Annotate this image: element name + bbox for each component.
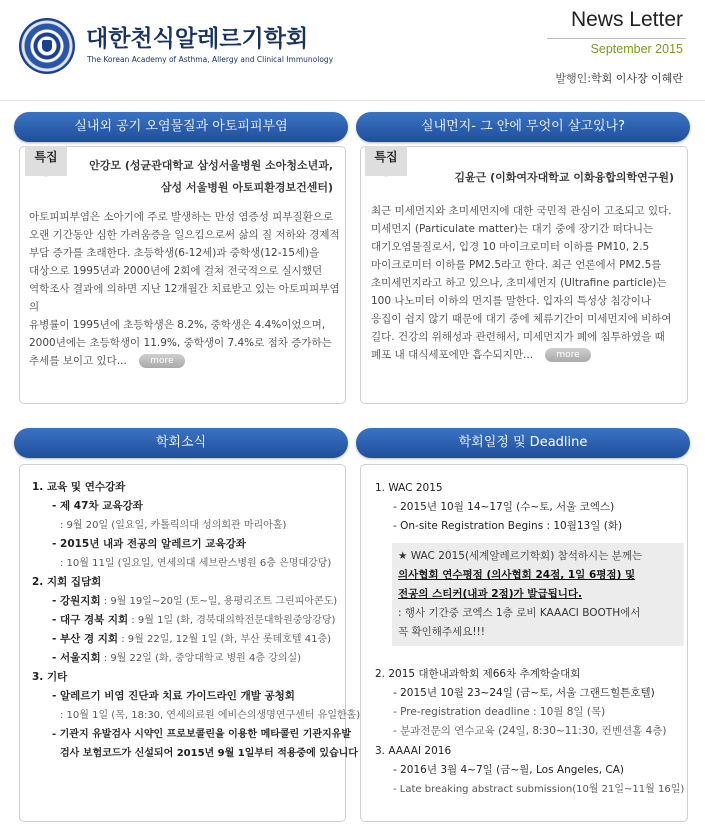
article-author: 김윤근 (이화여자대학교 이화융합의학연구원) bbox=[454, 171, 674, 184]
wac-notice-box bbox=[392, 543, 684, 646]
notice-line: : 행사 기간중 코엑스 1층 로비 KAAACI BOOTH에서 bbox=[398, 607, 641, 619]
body-line: 최근 미세먼지와 초미세먼지에 대한 국민적 관심이 고조되고 있다. bbox=[371, 205, 672, 217]
section-title-indoor-dust[interactable]: 실내먼지- 그 안에 무엇이 살고있나? bbox=[356, 112, 690, 142]
body-line: 100 나노미터 이하의 먼지를 말한다. 입자의 특성상 침강이나 bbox=[371, 295, 652, 307]
schedule-item: - Pre-registration deadline : 10월 8일 (목) bbox=[393, 706, 606, 718]
feature-badge: 특집 bbox=[365, 146, 407, 176]
newsletter-title: News Letter bbox=[570, 8, 683, 31]
news-item-detail: : 10월 1일 (목, 18:30, 연세의료원 에비슨의생명연구센터 유일한홀) bbox=[60, 710, 361, 721]
more-button[interactable]: more bbox=[545, 348, 591, 362]
section-title-schedule[interactable]: 학회일정 및 Deadline bbox=[356, 428, 690, 458]
body-line: 유병률이 1995년에 초등학생은 8.2%, 중학생은 4.4%이었으며, bbox=[29, 319, 326, 331]
news-item: - 기관지 유발검사 시약인 프로보콜린을 이용한 메타콜린 기관지유발 bbox=[52, 729, 352, 740]
schedule-item: - On-site Registration Begins : 10월13일 (화) bbox=[393, 520, 623, 532]
news-item: - 2015년 내과 전공의 알레르기 교육강좌 bbox=[52, 538, 246, 550]
news-item: 검사 보험코드가 신설되어 2015년 9월 1일부터 적용중에 있습니다 bbox=[60, 748, 358, 759]
body-line: 오랜 기간동안 심한 가려움증을 일으킴으로써 삶의 질 저하와 경제적 bbox=[29, 229, 340, 241]
feature-badge: 특집 bbox=[25, 146, 67, 176]
body-line-last bbox=[29, 352, 344, 370]
schedule-heading-aaaai: 3. AAAAI 2016 bbox=[375, 745, 452, 757]
body-line: 역학조사 결과에 의하면 지난 12개월간 치료받고 있는 아토피피부염의 bbox=[29, 283, 340, 313]
org-name-english: The Korean Academy of Asthma, Allergy and Clinical Immunology bbox=[87, 55, 334, 64]
news-item: - 제 47차 교육강좌 bbox=[52, 500, 143, 512]
news-item-detail: : 9월 20일 (일요일, 카톨릭의대 성의회관 마리아홀) bbox=[60, 520, 287, 531]
branch-detail: : 9월 19일~20일 (토~일, 용평리조트 그린피아콘도) bbox=[100, 596, 338, 607]
article-body-dust bbox=[371, 202, 686, 364]
notice-line: 의사협회 연수평점 (의사협회 24점, 1일 6평점) 및 bbox=[398, 569, 636, 581]
branch-name: - 부산 경 지회 bbox=[52, 633, 119, 645]
publisher-label: 발행인: bbox=[555, 72, 591, 85]
news-heading-education: 1. 교육 및 연수강좌 bbox=[32, 481, 126, 493]
publisher-name: 학회 이사장 이혜란 bbox=[590, 72, 683, 85]
body-line: 부담 증가를 초래한다. 초등학생(6-12세)과 중학생(12-15세)을 bbox=[29, 247, 320, 259]
news-item bbox=[32, 611, 344, 630]
branch-detail: : 9월 1일 (화, 경북대의학전문대학원중앙강당) bbox=[128, 615, 336, 626]
issue-date: September 2015 bbox=[590, 42, 683, 56]
body-line: 응집이 쉽지 않기 때문에 대기 중에 체류기간이 미세먼지에 비하여 bbox=[371, 313, 672, 325]
body-line: 추세를 보이고 있다... bbox=[29, 355, 127, 367]
branch-detail: : 9월 22일 (화, 중앙대학교 병원 4층 강의실) bbox=[100, 653, 302, 664]
schedule-item: - 2015년 10월 14~17일 (수~토, 서울 코엑스) bbox=[393, 501, 615, 513]
body-line: 미세먼지 (Particulate matter)는 대기 중에 장기간 떠다니는 bbox=[371, 223, 654, 235]
branch-name: - 대구 경북 지회 bbox=[52, 614, 129, 626]
notice-line: ★ WAC 2015(세계알레르기학회) 참석하시는 분께는 bbox=[398, 550, 643, 562]
schedule-item: - 2015년 10월 23~24일 (금~토, 서울 그랜드힐튼호텔) bbox=[393, 687, 655, 699]
branch-detail: : 9월 22일, 12월 1일 (화, 부산 롯데호텔 41층) bbox=[118, 634, 332, 645]
article-author bbox=[89, 155, 333, 199]
body-line: 마이크로미터 이하를 PM2.5라고 한다. 최근 언론에서 PM2.5를 bbox=[371, 259, 662, 271]
news-item bbox=[32, 592, 344, 611]
notice-line: 전공의 스티커(내과 2점)가 발급됩니다. bbox=[398, 588, 583, 600]
publisher-line bbox=[555, 70, 683, 86]
news-heading-other: 3. 기타 bbox=[32, 671, 68, 683]
more-button[interactable]: more bbox=[139, 354, 185, 368]
body-line: 길다. 건강의 위해성과 관련해서, 미세먼지가 폐에 침투하였을 때 bbox=[371, 331, 665, 343]
notice-line: 꼭 확인해주세요!!! bbox=[398, 626, 485, 638]
title-divider bbox=[547, 38, 686, 39]
body-line: 2000년에는 초등학생이 11.9%, 중학생이 7.4%로 점차 증가하는 bbox=[29, 337, 332, 349]
body-line: 초미세먼지라고 하고 있으나, 초미세먼지 (Ultrafine particle)는 bbox=[371, 277, 667, 289]
news-item bbox=[32, 630, 344, 649]
schedule-heading-kaim: 2. 2015 대한내과학회 제66차 추계학술대회 bbox=[375, 668, 581, 680]
schedule-item: - 2016년 3월 4~7일 (금~월, Los Angeles, CA) bbox=[393, 764, 624, 776]
body-line: 대기오염물질로서, 입경 10 마이크로미터 이하를 PM10, 2.5 bbox=[371, 241, 650, 253]
schedule-list-rest bbox=[375, 664, 685, 799]
branch-name: - 강원지회 bbox=[52, 595, 101, 607]
branch-name: - 서울지회 bbox=[52, 652, 101, 664]
body-line: 대상으로 1995년과 2000년에 2회에 걸쳐 전국적으로 실시했던 bbox=[29, 265, 323, 277]
news-item bbox=[32, 649, 344, 668]
author-line-2: 삼성 서울병원 아토피환경보건센터) bbox=[160, 181, 333, 194]
author-line-1: 안강모 (성균관대학교 삼성서울병원 소아청소년과, bbox=[89, 159, 333, 172]
news-item-detail: : 10월 11일 (일요일, 연세의대 세브란스병원 6층 은명대강당) bbox=[60, 558, 332, 569]
header-separator bbox=[0, 100, 705, 101]
org-name-korean: 대한천식알레르기학회 bbox=[86, 26, 309, 52]
schedule-list-wac bbox=[375, 478, 685, 536]
body-line: 아토피피부염은 소아기에 주로 발생하는 만성 염증성 피부질환으로 bbox=[29, 211, 334, 223]
news-list bbox=[32, 478, 361, 763]
schedule-heading-wac: 1. WAC 2015 bbox=[375, 482, 443, 494]
body-line: 폐포 내 대식세포에만 흡수되지만... bbox=[371, 349, 534, 361]
schedule-item: - Late breaking abstract submission(10월 21일~11월 16일) bbox=[393, 784, 685, 795]
academy-logo bbox=[19, 18, 75, 74]
body-line-last bbox=[371, 346, 686, 364]
news-item: - 알레르기 비염 진단과 치료 가이드라인 개발 공청회 bbox=[52, 690, 295, 702]
news-heading-regional: 2. 지회 집담회 bbox=[32, 576, 102, 588]
section-title-news[interactable]: 학회소식 bbox=[14, 428, 348, 458]
section-title-atopic[interactable]: 실내외 공기 오염물질과 아토피피부염 bbox=[14, 112, 348, 142]
logo-emblem-icon bbox=[42, 40, 52, 52]
schedule-item: - 분과전문의 연수교육 (24일, 8:30~11:30, 컨벤션홀 4층) bbox=[393, 725, 667, 737]
article-body-atopic bbox=[29, 208, 344, 370]
